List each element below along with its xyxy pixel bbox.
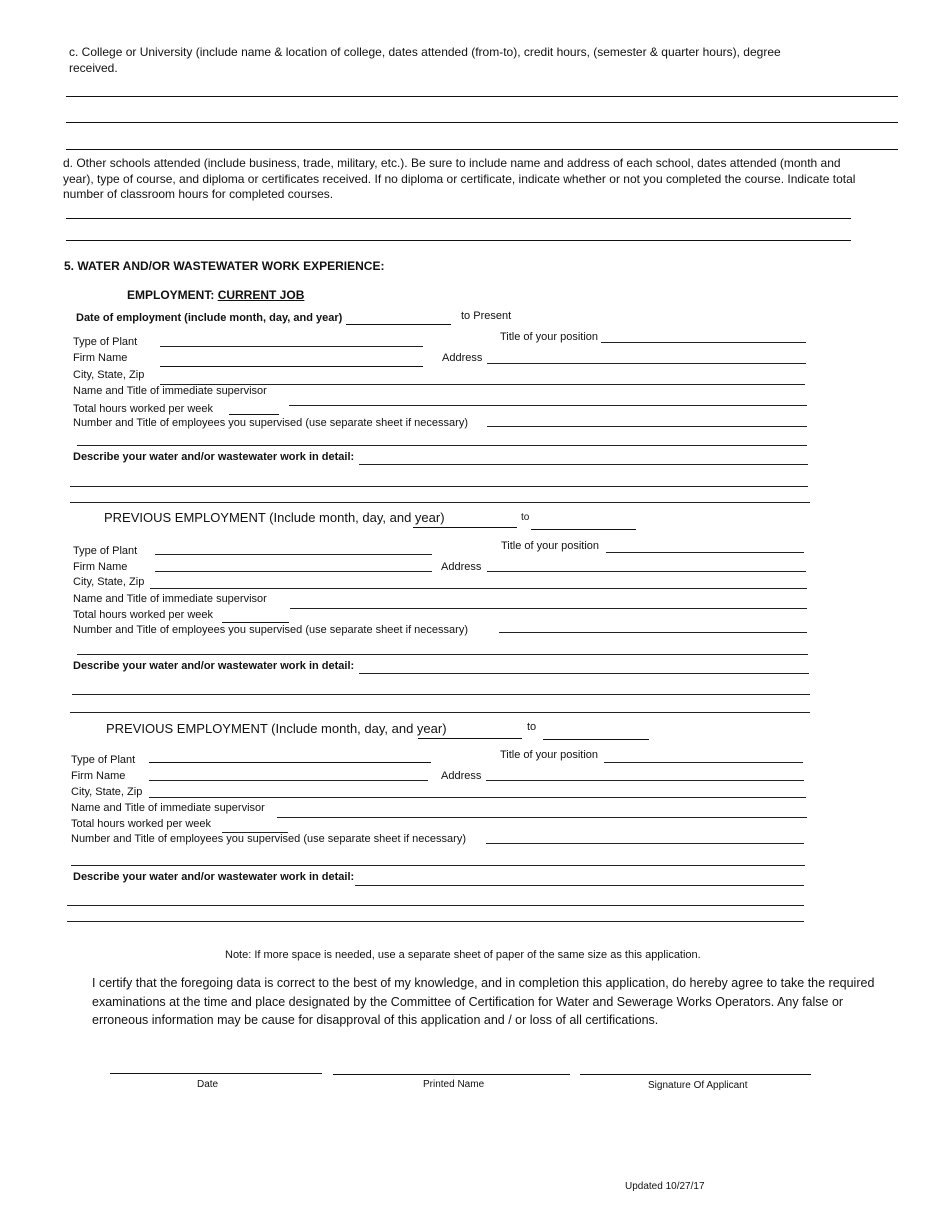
prev2-employees-label: Number and Title of employees you supervised (use separate sheet if necessary) [71,833,466,845]
current-employees-field[interactable] [487,426,807,427]
prev1-address-label: Address [441,561,482,573]
updated-date: Updated 10/27/17 [625,1181,705,1192]
prev1-supervisor-label: Name and Title of immediate supervisor [73,593,267,605]
printed-name-field[interactable] [333,1074,570,1075]
current-address-field[interactable] [487,363,806,364]
prev2-firm-label: Firm Name [71,770,126,782]
section-c-text: c. College or University (include name & location of college, dates attended (from-to), credit hours, (semester & quarter hours), degree received. [69,45,781,75]
prev1-type-label: Type of Plant [73,545,138,557]
section-d-text: d. Other schools attended (include business, trade, military, etc.). Be sure to include name and address of each school, dates attended (month and year), type of course, and diploma or certificates received. If no diploma or certificate, indicate whether or not you completed the course. Indicate total number of classroom hours for completed courses. [63,156,856,201]
prev1-to-date-field[interactable] [531,529,636,530]
prev2-from-date-field[interactable] [418,738,522,739]
date-label: Date [197,1079,219,1090]
prev2-hours-label: Total hours worked per week [71,818,212,830]
current-describe-label: Describe your water and/or wastewater work in detail: [73,451,355,463]
prev1-describe-line-3[interactable] [70,712,810,713]
prev1-hours-label: Total hours worked per week [73,609,214,621]
current-hours-field[interactable] [229,414,279,415]
prev2-describe-line-3[interactable] [67,921,804,922]
prev2-title-label: Title of your position [500,749,599,761]
prev1-describe-label: Describe your water and/or wastewater work in detail: [73,660,355,672]
prev1-describe-field[interactable] [359,673,809,674]
prev2-city-field[interactable] [149,797,806,798]
current-employees-label: Number and Title of employees you supervised (use separate sheet if necessary) [73,417,468,429]
prev1-hours-field[interactable] [222,622,289,623]
prev2-describe-field[interactable] [355,885,804,886]
current-date-label: Date of employment (include month, day, and year) [76,312,343,324]
prev1-employees-field[interactable] [499,632,807,633]
prev1-firm-field[interactable] [155,571,432,572]
prev1-title-label: Title of your position [501,540,600,552]
current-supervisor-label: Name and Title of immediate supervisor [73,385,267,397]
current-employees-line-2[interactable] [77,445,807,446]
current-title-label: Title of your position [500,331,599,343]
current-describe-field[interactable] [359,464,808,465]
current-describe-line-2[interactable] [70,486,808,487]
prev1-city-label: City, State, Zip [73,576,145,588]
prev1-title-field[interactable] [606,552,804,553]
prev2-address-field[interactable] [486,780,804,781]
current-address-label: Address [442,352,483,364]
prev1-employees-label: Number and Title of employees you supervised (use separate sheet if necessary) [73,624,468,636]
section-c-line-3[interactable] [66,149,898,150]
prev1-firm-label: Firm Name [73,561,128,573]
prev1-employees-line-2[interactable] [77,654,808,655]
prev1-employment-label: PREVIOUS EMPLOYMENT (Include month, day, and year) [104,510,445,525]
current-firm-label: Firm Name [73,352,128,364]
prev2-describe-label: Describe your water and/or wastewater work in detail: [73,871,355,883]
current-employment-label [127,289,304,301]
section-d-line-2[interactable] [66,240,851,241]
prev1-type-field[interactable] [155,554,432,555]
prev1-to-label: to [521,512,530,523]
section-c-line-2[interactable] [66,122,898,123]
signature-label: Signature Of Applicant [648,1080,748,1091]
current-job-label: CURRENT JOB [217,288,305,302]
prev2-to-date-field[interactable] [543,739,649,740]
current-hours-label: Total hours worked per week [73,403,214,415]
prev1-city-field[interactable] [150,588,807,589]
employment-label: EMPLOYMENT: [127,288,215,302]
section-c-line-1[interactable] [66,96,898,97]
current-supervisor-field[interactable] [289,405,807,406]
prev1-from-date-field[interactable] [413,527,517,528]
prev2-to-label: to [527,721,537,733]
section-5-heading: 5. WATER AND/OR WASTEWATER WORK EXPERIENCE: [64,259,385,273]
printed-name-label: Printed Name [423,1079,485,1090]
current-date-field[interactable] [346,324,451,325]
space-note: Note: If more space is needed, use a separate sheet of paper of the same size as this application. [225,949,701,961]
current-type-label: Type of Plant [73,336,138,348]
prev2-address-label: Address [441,770,482,782]
prev1-address-field[interactable] [487,571,806,572]
prev1-supervisor-field[interactable] [290,608,807,609]
prev2-employees-field[interactable] [486,843,804,844]
date-signature-field[interactable] [110,1073,322,1074]
current-describe-line-3[interactable] [70,502,810,503]
current-city-label: City, State, Zip [73,369,145,381]
prev2-describe-line-2[interactable] [67,905,804,906]
prev1-describe-line-2[interactable] [72,694,810,695]
prev2-title-field[interactable] [604,762,803,763]
prev2-city-label: City, State, Zip [71,786,143,798]
prev2-supervisor-field[interactable] [277,817,807,818]
prev2-type-field[interactable] [149,762,431,763]
current-firm-field[interactable] [160,366,423,367]
current-to-present: to Present [461,310,512,322]
prev2-firm-field[interactable] [149,780,428,781]
current-title-field[interactable] [601,342,806,343]
prev2-employees-line-2[interactable] [71,865,805,866]
prev2-supervisor-label: Name and Title of immediate supervisor [71,802,265,814]
current-type-field[interactable] [160,346,423,347]
signature-field[interactable] [580,1074,811,1075]
section-d-line-1[interactable] [66,218,851,219]
prev2-type-label: Type of Plant [71,754,136,766]
prev2-employment-label: PREVIOUS EMPLOYMENT (Include month, day, and year) [106,721,447,736]
certification-text: I certify that the foregoing data is correct to the best of my knowledge, and in completion this application, do hereby agree to take the required examinations at the time and place designated by the Committee of Certification for Water and Sewerage Works Operators. Any false or erroneous information may be cause for disapproval of this application and / or loss of all certifications. [92,976,875,1027]
